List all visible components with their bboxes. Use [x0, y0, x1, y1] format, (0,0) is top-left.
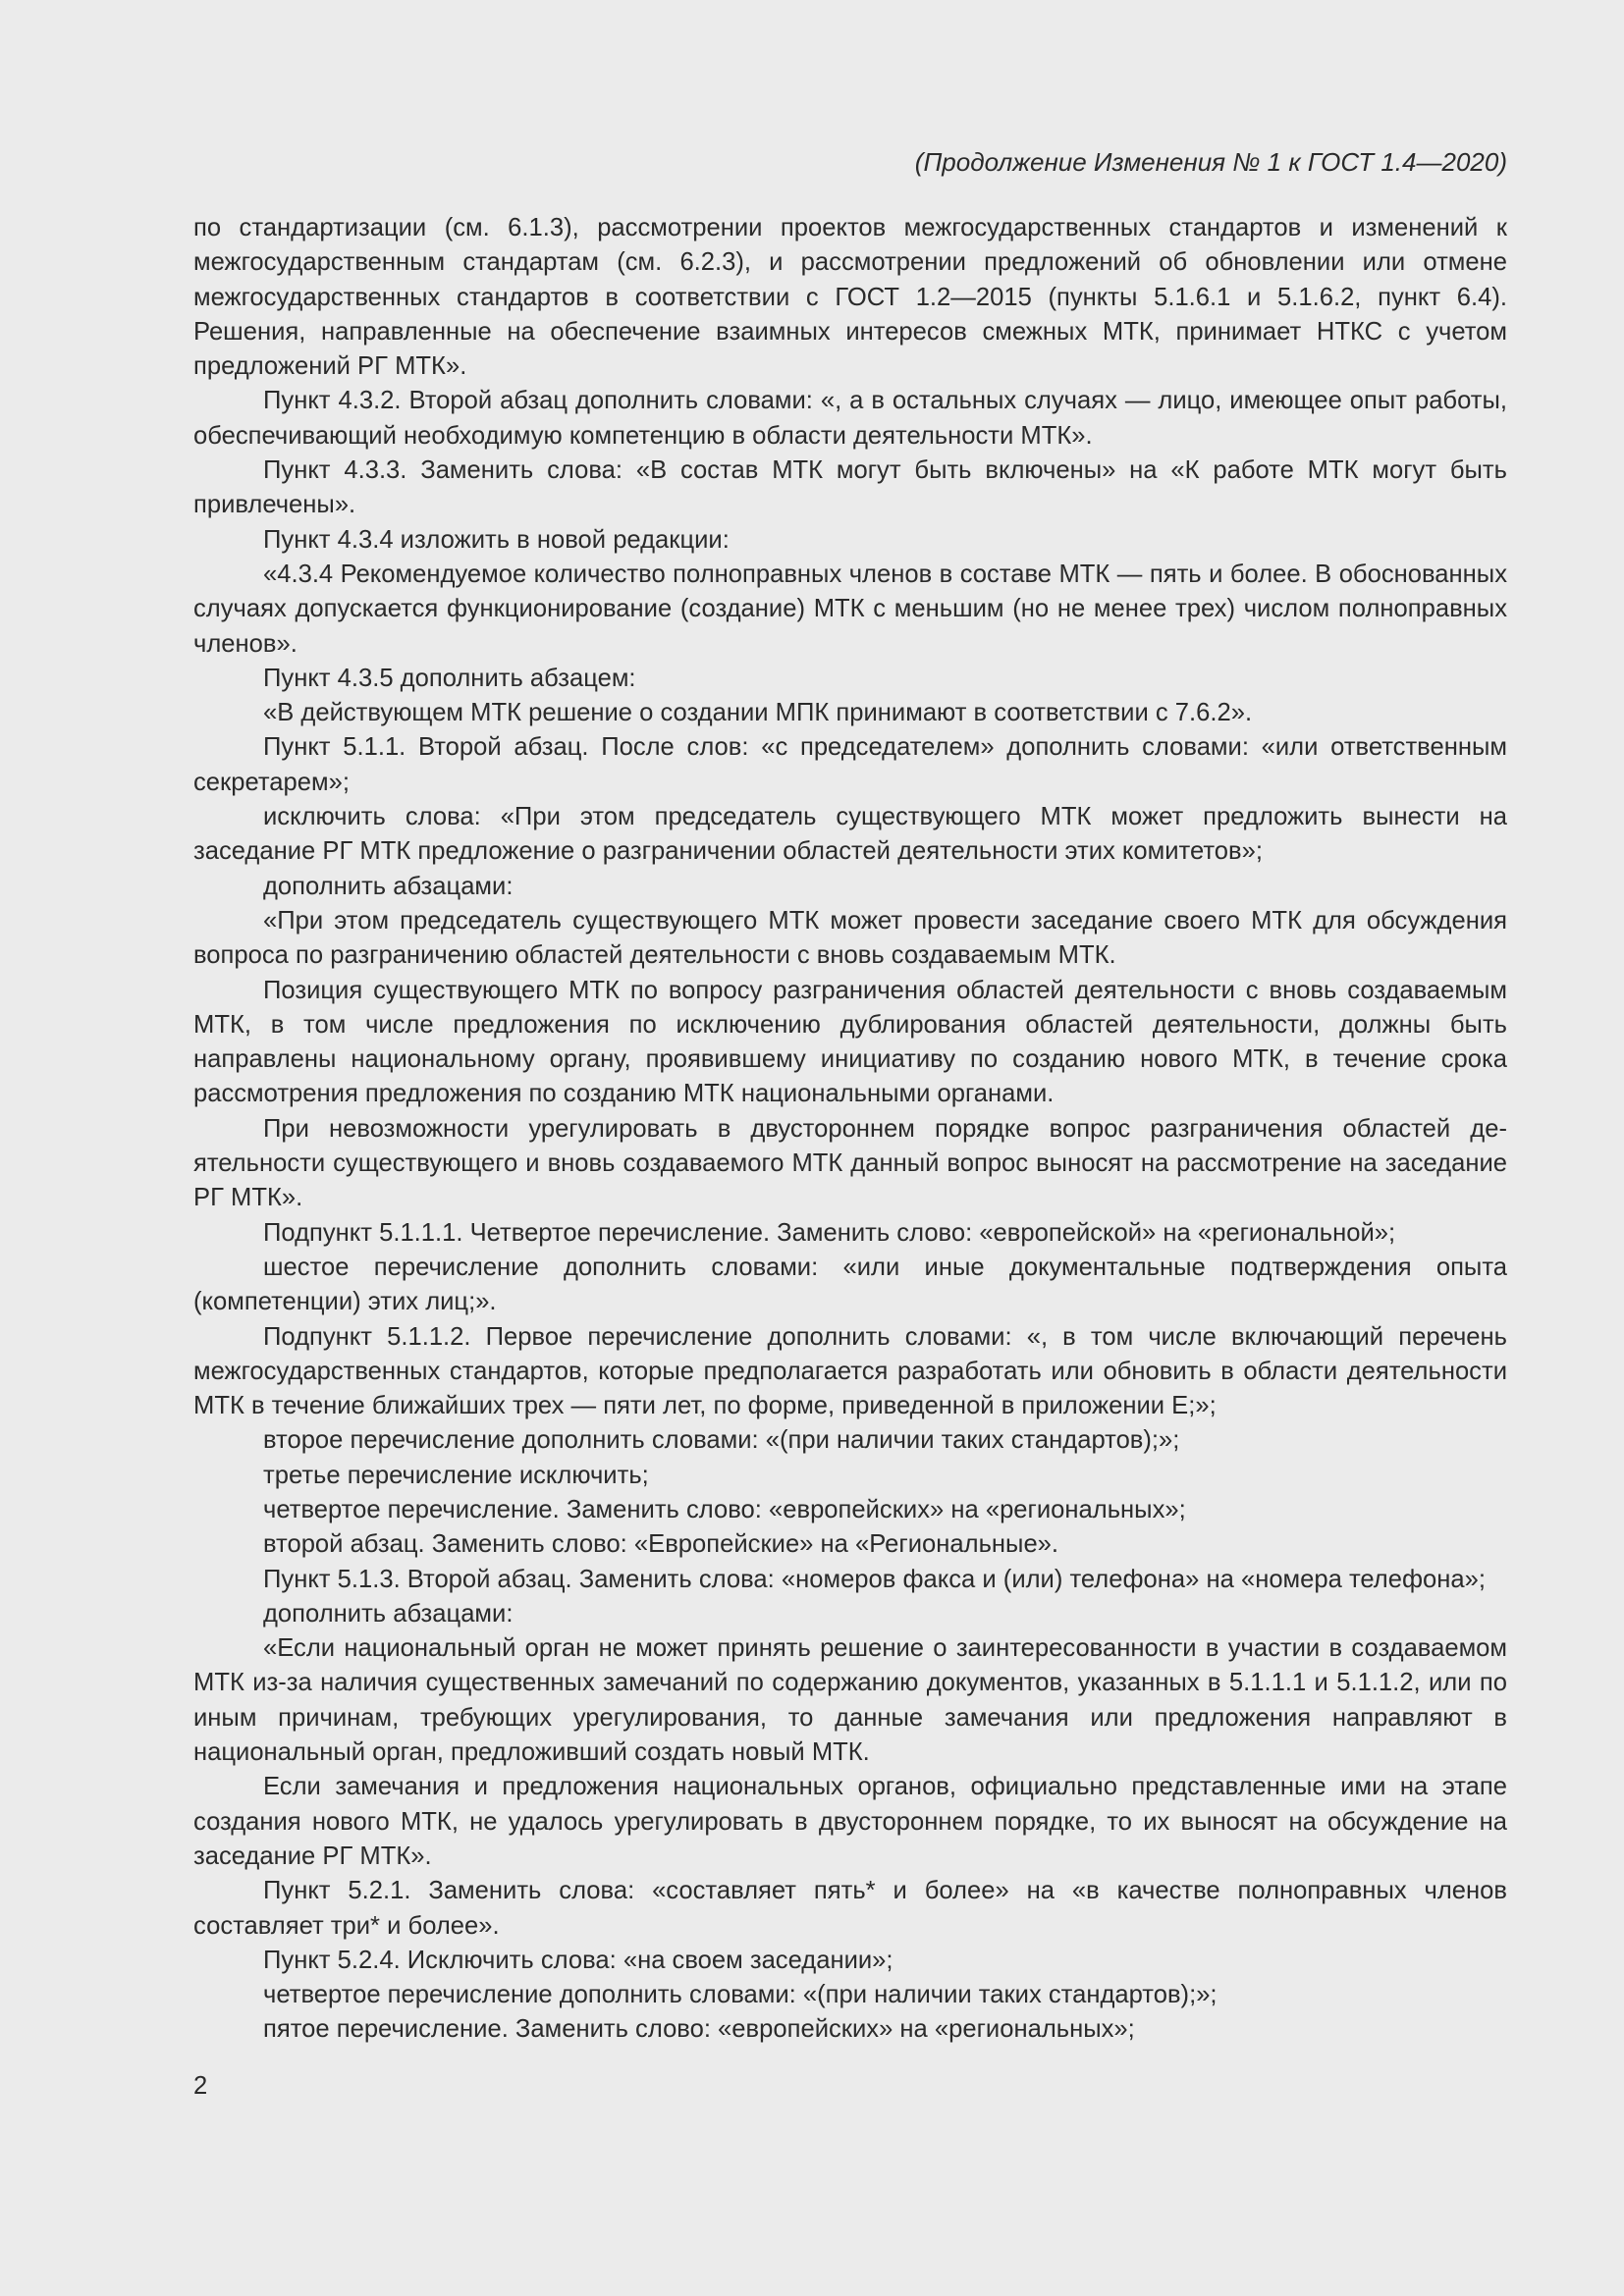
document-body — [193, 211, 1507, 2048]
paragraph: Если замечания и предложения национальных органов, официально представленные ими на этапе создания нового МТК, не удалось урегулировать в двустороннем порядке, то их выносят на обсуждение на заседание РГ МТК». — [193, 1773, 1507, 1870]
page-header: (Продолжение Изменения № 1 к ГОСТ 1.4—2020) — [914, 147, 1507, 177]
paragraph: «4.3.4 Рекомендуемое количество полноправных членов в составе МТК — пять и более. В обоснованных случаях допускается функционирование (создание) МТК с меньшим (но не менее трех) числом полноправных членов». — [193, 560, 1507, 658]
paragraph: Подпункт 5.1.1.1. Четвертое перечисление. Заменить слово: «европейской» на «региональной»; — [263, 1218, 1396, 1247]
page-number: 2 — [193, 2072, 208, 2100]
paragraph: Пункт 5.1.1. Второй абзац. После слов: «с председателем» дополнить словами: «или ответственным секретарем»; — [193, 733, 1507, 796]
paragraph: по стандартизации (см. 6.1.3), рассмотрении проектов межгосударственных стандартов и изменений к межгосударственным стандартам (см. 6.2.3), и рассмотрении предложений об обновлении или отмене межгосударственных стандартов в соответствии с ГОСТ 1.2—2015 (пункты 5.1.6.1 и 5.1.6.2, пункт 6.4). Решения, направленные на обеспечение взаимных интересов смежных МТК, принимает НТКС с учетом предложений РГ МТК». — [193, 214, 1507, 381]
paragraph: четвертое перечисление дополнить словами: «(при наличии таких стандартов);»; — [263, 1981, 1218, 2009]
paragraph: дополнить абзацами: — [263, 872, 514, 900]
paragraph: пятое перечисление. Заменить слово: «европейских» на «региональных»; — [263, 2015, 1135, 2044]
paragraph: второй абзац. Заменить слово: «Европейские» на «Региональные». — [263, 1530, 1059, 1559]
paragraph: Подпункт 5.1.1.2. Первое перечисление дополнить словами: «, в том числе включающий перечень межгосударственных стандартов, которые предполагается разработать или обновить в области деятельности МТК в течение ближайших трех — пяти лет, по форме, приведенной в приложении Е;»; — [193, 1322, 1507, 1420]
paragraph: Пункт 5.2.1. Заменить слова: «составляет пять* и более» на «в качестве полноправных членов составляет три* и более». — [193, 1877, 1507, 1940]
paragraph: дополнить абзацами: — [263, 1599, 514, 1628]
paragraph: Позиция существующего МТК по вопросу разграничения областей деятельности с вновь создаваемым МТК, в том числе предложения по исключению дублирования областей деятельности, должны быть направлены национальному органу, проявившему инициативу по созданию нового МТК, в течение срока рассмотрения предложения по созданию МТК национальными органами. — [193, 976, 1507, 1108]
paragraph: Пункт 5.2.4. Исключить слова: «на своем заседании»; — [263, 1946, 893, 1974]
paragraph: «В действующем МТК решение о создании МПК принимают в соответствии с 7.6.2». — [263, 699, 1253, 727]
paragraph: четвертое перечисление. Заменить слово: «европейских» на «региональных»; — [263, 1495, 1186, 1523]
paragraph: «Если национальный орган не может принять решение о заинтересованности в участии в создаваемом МТК из-за наличия существенных замечаний по содержанию документов, указанных в 5.1.1.1 и 5.1.1.2, или по иным причинам, требующих урегулирования, то данные замечания или предложения направляют в национальный орган, предложивший создать новый МТК. — [193, 1634, 1507, 1767]
paragraph: Пункт 4.3.3. Заменить слова: «В состав МТК могут быть включены» на «К работе МТК могут быть привлечены». — [193, 456, 1507, 519]
paragraph: третье перечисление исключить; — [263, 1461, 649, 1489]
paragraph: «При этом председатель существующего МТК может провести заседание своего МТК для обсуждения вопроса по разграничению областей деятельности с вновь создаваемым МТК. — [193, 906, 1507, 970]
paragraph: При невозможности урегулировать в двустороннем порядке вопрос разграничения областей деятельности существующего и вновь создаваемого МТК данный вопрос выносят на рассмотрение на заседание РГ МТК». — [193, 1114, 1507, 1212]
paragraph: Пункт 5.1.3. Второй абзац. Заменить слова: «номеров факса и (или) телефона» на «номера телефона»; — [263, 1565, 1486, 1593]
paragraph: второе перечисление дополнить словами: «(при наличии таких стандартов);»; — [263, 1426, 1180, 1455]
paragraph: шестое перечисление дополнить словами: «или иные документальные подтверждения опыта (компетенции) этих лиц;». — [193, 1253, 1507, 1316]
paragraph: Пункт 4.3.4 изложить в новой редакции: — [263, 525, 730, 554]
paragraph: исключить слова: «При этом председатель существующего МТК может предложить вынести на заседание РГ МТК предложение о разграничении областей деятельности этих комитетов»; — [193, 803, 1507, 866]
paragraph: Пункт 4.3.2. Второй абзац дополнить словами: «, а в остальных случаях — лицо, имеющее опыт работы, обеспечивающий необходимую компетенцию в области деятельности МТК». — [193, 387, 1507, 450]
paragraph: Пункт 4.3.5 дополнить абзацем: — [263, 664, 636, 692]
